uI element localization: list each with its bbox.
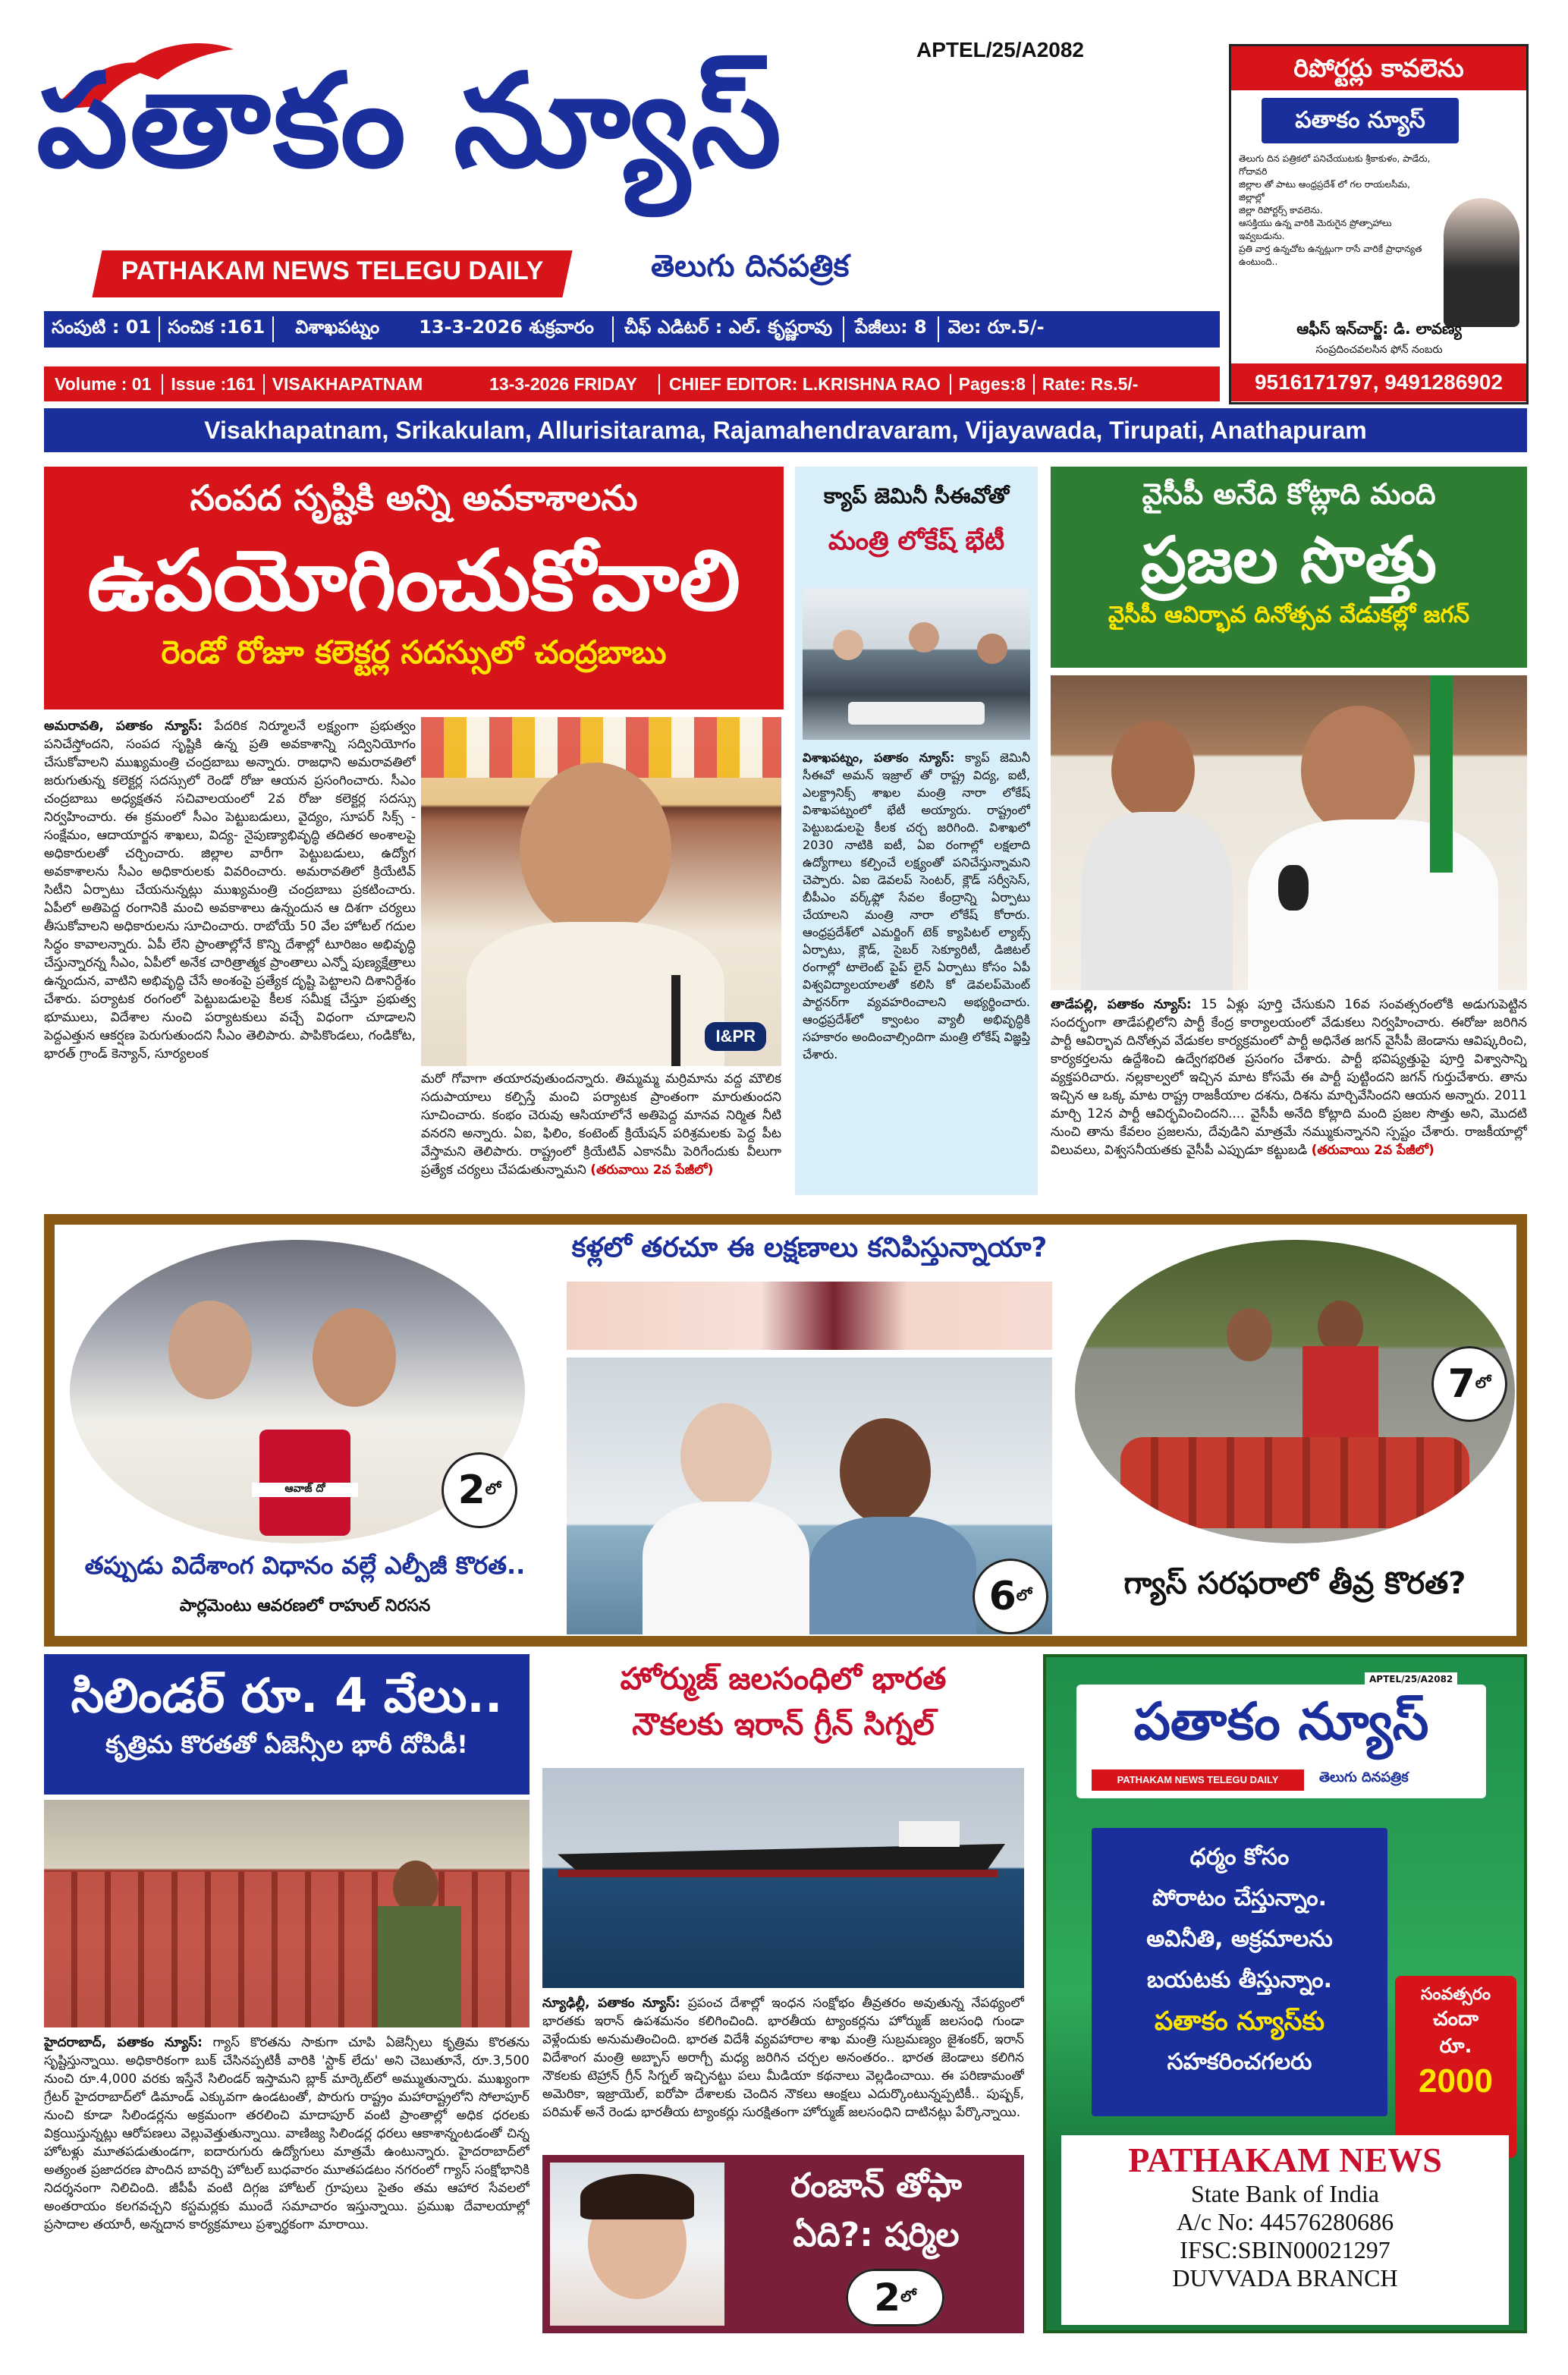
reporters-ad-title: రిపోర్టర్లు కావలెను — [1231, 46, 1526, 90]
bank-title: PATHAKAM NEWS — [1128, 2141, 1442, 2179]
promo-logo — [1076, 1685, 1486, 1798]
jagan-headline: ప్రజల సొత్తు — [1141, 523, 1437, 597]
jagan-subhead: వైసీపీ ఆవిర్భావ దినోత్సవ వేడుకల్లో జగన్ — [1108, 602, 1470, 628]
reporters-ad-line: జిల్లాల తో పాటు ఆంధ్రప్రదేశ్ లో గల రాయలసీమ, జిల్లాల్లో — [1239, 179, 1410, 203]
info-city-en: VISAKHAPATNAM — [272, 373, 423, 394]
lead-kicker: సంపద సృష్టికి అన్ని అవకాశాలను — [190, 477, 638, 518]
rahul-caption: తప్పుడు విదేశాంగ విధానం వల్లే ఎల్పీజీ కొరత.. — [84, 1551, 526, 1580]
issue-info-telugu — [44, 311, 1220, 348]
sharmila-line-1: రంజాన్ తోఫా — [790, 2166, 962, 2205]
promo-reg: APTEL/25/A2082 — [1365, 1672, 1457, 1686]
lead-body-text-2: మరో గోవాగా తయారవుతుందన్నారు. తిమ్మమ్మ మర్రిమాను వద్ద మౌలిక సదుపాయాలు కల్పిస్తే మంచి పర్యాటక ప్రాంతంగా మారుతుందని సూచించారు. కంభం చెరువు ఆసియాలోనే అతిపెద్ద మానవ నిర్మిత నీటి వనరని అన్నారు. ఏఐ, ఫిలిం, కంటెంట్ క్రియేషన్ పరిశ్రమలకు పెద్ద పీట వేస్తామని తెలిపారు. రాష్ట్రంలో క్రియేటివ్ ఎకానమీ పెరిగేందుకు వీలుగా ప్రత్యేక చర్యలు చేపడుతున్నామని — [421, 1071, 781, 1178]
page-2-badge: 2 లో — [441, 1452, 517, 1528]
promo-line: అవినీతి, అక్రమాలను — [1146, 1926, 1333, 1952]
lead-body-right — [421, 1070, 781, 1191]
sharmila-photo — [550, 2163, 724, 2326]
lead-dateline: అమరావతి, పతాకం న్యూస్: — [44, 719, 203, 734]
lead-subhead: రెండో రోజూ కలెక్టర్ల సదస్సులో చంద్రబాబు — [161, 634, 667, 671]
lokesh-headline: మంత్రి లోకేష్ భేటీ — [828, 526, 1005, 556]
cylinder-body — [44, 2034, 529, 2352]
masthead-title: పతాకం న్యూస్ — [36, 46, 784, 197]
info-pages: పేజీలు: 8 — [844, 316, 939, 342]
reporters-ad-line: ఆసక్తియు ఉన్న వారికి మెరుగైన ప్రోత్సాహాలు ఇవ్వబడును. — [1239, 218, 1392, 241]
lead-continued: (తరువాయి 2వ పేజీలో) — [590, 1162, 714, 1178]
tanker-ship-photo — [542, 1768, 1024, 1988]
sharmila-line-2: ఏది?: షర్మిల — [793, 2216, 960, 2254]
hormuz-headline-1: హోర్ముజ్ జలసంధిలో భారత — [620, 1662, 947, 1697]
page-6-badge: 6 లో — [973, 1559, 1048, 1634]
info-date-en: 13-3-2026 FRIDAY — [489, 373, 637, 394]
promo-logo-sub-en: PATHAKAM NEWS TELEGU DAILY — [1092, 1769, 1304, 1791]
info-city: విశాఖపట్నం — [295, 316, 380, 338]
reporters-ad-incharge: ఆఫీస్ ఇన్‌చార్జ్: డి. లావణ్య — [1296, 319, 1462, 338]
hormuz-story — [542, 1654, 1024, 2147]
subscription-badge: సంవత్సరం చందా రూ. 2000 — [1395, 1976, 1516, 2158]
subtitle-english: PATHAKAM NEWS TELEGU DAILY — [121, 256, 544, 285]
promo-line-highlight: పతాకం న్యూస్‌కు — [1155, 2006, 1324, 2037]
reporters-ad-phone: 9516171797, 9491286902 — [1231, 363, 1526, 401]
reporters-ad-avatar — [1444, 198, 1519, 327]
promo-line: సహకరించగలరు — [1167, 2049, 1312, 2075]
promo-message — [1092, 1828, 1387, 2116]
cylinder-headline: సిలిండర్ రూ. 4 వేలు.. — [71, 1668, 503, 1723]
issue-info-english — [44, 366, 1220, 401]
cylinder-dateline: హైదరాబాద్, పతాకం న్యూస్: — [44, 2035, 203, 2050]
hormuz-dateline: న్యూఢిల్లీ, పతాకం న్యూస్: — [542, 1996, 680, 2011]
cylinder-headline-block — [44, 1654, 529, 1795]
bank-branch: DUVVADA BRANCH — [1172, 2264, 1398, 2292]
jagan-body-text: 15 ఏళ్లు పూర్తి చేసుకుని 16వ సంవత్సరంలోకి అడుగుపెట్టిన సందర్భంగా తాడేపల్లిలోని పార్టీ కేంద్ర కార్యాలయంలో వేడుకలు నిర్వహించారు. ఈరోజు జరిగిన పార్టీ ఆవిర్భావ దినోత్సవ వేడుకల కార్యక్రమంలో పార్టీ అధినేత జగన్ వైసీపీ జెండాను ఆవిష్కరించి, కార్యకర్తలను ఉద్దేశించి ఉద్వేగభరిత ప్రసంగం చేశారు. పార్టీ భవిష్యత్తుపై పూర్తి విశ్వాసాన్ని వ్యక్తపరిచారు. నల్లకాల్వలో ఇచ్చిన మాట కోసమే ఈ పార్టీ పుట్టిందని జగన్ గుర్తుచేశారు. తాను ఇచ్చిన ఆ ఒక్క మాట రాష్ట్ర రాజకీయాల దశను, దిశను మార్చివేసిందని ఆయన అన్నారు. 2011 మార్చి 12న పార్టీ ఆవిర్భవించిందని.... వైసీపీ అనేది కోట్లాది మంది ప్రజల సొత్తు అని, మొదటి నుంచి తాను కేవలం ప్రజలను, దేవుడిని మాత్రమే నమ్ముకున్నానని స్పష్టం చేశారు. రాజకీయాల్లో విలువలు, విశ్వసనీయతకు వైసీపీ ఎప్పుడూ కట్టుబడి — [1051, 997, 1527, 1158]
lead-photo-tag: I&PR — [705, 1022, 766, 1051]
lokesh-body — [803, 749, 1030, 1189]
jagan-kicker: వైసీపీ అనేది కోట్లాది మంది — [1142, 477, 1436, 511]
bank-details — [1061, 2135, 1509, 2325]
cities-bar: Visakhapatnam, Srikakulam, Allurisitarama, Rajamahendravaram, Vijayawada, Tirupati, Anathapuram — [44, 408, 1527, 452]
subtitle-telugu: తెలుగు దినపత్రిక — [651, 249, 850, 284]
rahul-subcaption: పార్లమెంటు ఆవరణలో రాహుల్ నిరసన — [179, 1596, 431, 1615]
hormuz-body — [542, 1994, 1024, 2146]
info-issue-en: Issue :161 — [163, 374, 264, 395]
gas-caption: గ్యాస్ సరఫరాలో తీవ్ర కొరత? — [1123, 1566, 1466, 1601]
jagan-photo — [1051, 675, 1527, 990]
registration-number: APTEL/25/A2082 — [916, 38, 1084, 61]
lokesh-photo-meeting — [803, 588, 1030, 740]
cylinder-stack-photo — [44, 1800, 529, 2027]
page-7-badge: 7 లో — [1431, 1346, 1507, 1422]
lokesh-story — [795, 467, 1038, 1195]
reporters-ad-line: జిల్లా రిపోర్టర్స్ కావలెను. — [1239, 205, 1323, 215]
jagan-continued: (తరువాయి 2వ పేజీలో) — [1311, 1143, 1434, 1158]
sharmila-box — [542, 2155, 1024, 2333]
promo-logo-sub-te: తెలుగు దినపత్రిక — [1319, 1769, 1409, 1785]
cylinder-subhead: కృత్రిమ కొరతతో ఏజెన్సీల భారీ దోపిడీ! — [105, 1730, 468, 1759]
promo-line: ధర్మం కోసం — [1189, 1844, 1290, 1870]
masthead — [21, 23, 1220, 322]
reporters-ad-line: తెలుగు దిన పత్రికలో పనిచేయుటకు శ్రీకాకుళం, పాడేరు, గోదావరి — [1239, 153, 1431, 177]
jagan-body — [1051, 996, 1527, 1193]
promo-line: బయటకు తీస్తున్నాం. — [1147, 1967, 1332, 1993]
jagan-headline-block — [1051, 467, 1527, 668]
lead-photo-chandrababu — [421, 717, 781, 1066]
reporters-ad-logo: పతాకం న్యూస్ — [1262, 98, 1459, 143]
lead-body-text: పేదరిక నిర్మూలనే లక్ష్యంగా ప్రభుత్వం పనిచేస్తోందని, సంపద సృష్టికి ఉన్న ప్రతి అవకాశాన్ని సద్వినియోగం చేసుకోవాలని ముఖ్యమంత్రి చంద్రబాబు అన్నారు. రాజధాని అమరావతిలో జరుగుతున్న కలెక్టర్ల సదస్సులో రెండో రోజు ఆయన ప్రసంగించారు. సీఎం చంద్రబాబు అధ్యక్షతన సచివాలయంలో 2వ రోజు కలెక్టర్ల సదస్సు నిర్వహించారు. ఈ క్రమంలో సీఎం పెట్టుబడులు, వైద్యం, సూపర్ సిక్స్ - సంక్షేమం, ఆదాయార్జన శాఖలు, విద్య- నైపుణ్యాభివృద్ధి తదితర అంశాలపై అధికారులతో చర్చించారు. జిల్లాల వారీగా పెట్టుబడులు, ఉద్యోగ అవకాశాలను సీఎం అధికారులకు వివరించారు. అమరావతిలో క్రియేటివ్ సిటీని ఏర్పాటు చేయనున్నట్లు ముఖ్యమంత్రి చంద్రబాబు ప్రకటించారు. ఏపీలో అతిపెద్ద రంగానికి మంచి అవకాశాలు ఉన్నందున ఆ దిశగా చర్యలు తీసుకోవాలని అధికారులను సూచించారు. రాబోయే 50 వేల హోటల్ గదుల సిద్ధం కావాలన్నారు. ఏపీ లేని ప్రాంతాల్లోనే కొన్ని దేశాల్లో టూరిజం అభివృద్ధి చేస్తున్నారన్న సీఎం, ఏపీలో అనేక చారిత్రాత్మక ప్రాంతాలు ఎన్నో పుణ్యక్షేత్రాలు ఉన్నందున, వాటిని అభివృద్ధి చేసే అంశంపై ప్రత్యేక దృష్టి పెట్టాలని దిశానిర్దేశం చేశారు. పర్యాటక రంగంలో పెట్టుబడులపై కీలక సమీక్ష చేస్తూ ప్రభుత్వ భూములు, విదేశాల నుంచి పర్యాటకులు వచ్చే విధంగా చూడాలని పెద్దఎత్తున ఆకర్షణ పెరుగుతుందని సీఎం తెలిపారు. పాపికొండలు, గండికోట, భారత్ గ్రాండ్ కెన్యాన్, సూర్యలంక — [44, 719, 416, 1062]
eye-title: కళ్లలో తరచూ ఈ లక్షణాలు కనిపిస్తున్నాయా? — [571, 1232, 1048, 1263]
lead-body-left — [44, 717, 416, 1188]
eye-photo-closeup — [567, 1282, 1052, 1350]
info-rate-en: Rate: Rs.5/- — [1042, 373, 1139, 394]
bank-name: State Bank of India — [1191, 2180, 1379, 2207]
info-volume-en: Volume : 01 — [44, 374, 163, 395]
info-rate: వెల: రూ.5/- — [947, 316, 1045, 338]
lead-headline: ఉపయోగించుకోవాలి — [87, 532, 740, 629]
feature-strip — [44, 1214, 1527, 1647]
promo-logo-text: పతాకం న్యూస్ — [1133, 1692, 1429, 1752]
info-pages-en: Pages:8 — [951, 374, 1035, 395]
reporters-wanted-ad — [1229, 44, 1529, 404]
bank-account: A/c No: 44576280686 — [1176, 2208, 1394, 2235]
lokesh-kicker: క్యాప్ జెమినీ సీఈవోతో — [823, 483, 1010, 508]
protest-placard: ఆవాజ్ దో — [252, 1483, 358, 1497]
reporters-ad-contact-label: సంప్రదించవలసిన ఫోన్ నంబరు — [1315, 344, 1443, 356]
lead-headline-block — [44, 467, 784, 709]
reporters-ad-line: ప్రతి వార్త ఉన్నచోట ఉన్నట్లుగా రాసే వారికే ప్రాధాన్యత ఉంటుంది.. — [1239, 244, 1422, 267]
hormuz-body-text: ప్రపంచ దేశాల్లో ఇంధన సంక్షోభం తీవ్రతరం అవుతున్న నేపథ్యంలో భారతకు ఇరాన్ ఉపశమనం కలిగించింది. భారతీయ ట్యాంకర్లను హోర్ముజ్ జలసంధి గుండా వెళ్లేందుకు అనుమతించింది. భారత విదేశీ వ్యవహారాల శాఖ మంత్రి సుబ్రమణ్యం జైశంకర్, ఇరాన్ విదేశాంగ మంత్రి అబ్బాస్ అరాగ్చీ మధ్య జరిగిన చర్చల అనంతరం.. భారత జెండాలు కలిగిన నౌకలకు టెహ్రాన్ గ్రీన్ సిగ్నల్ ఇచ్చినట్టు పలు మీడియా కథనాలు వెల్లడించాయి. ఈ పరిణామంతో అమెరికా, ఇజ్రాయెల్, ఐరోపా దేశాలకు చెందిన నౌకలు ఆంక్షలు ఎదుర్కొంటున్నప్పటికీ.. పుష్పక్, పరిమళ్ అనే రెండు భారతీయ ట్యాంకర్లు సురక్షితంగా హోర్ముజ్ జలసంధిని దాటినట్లు పేర్కొన్నాయి. — [542, 1996, 1024, 2120]
info-editor-en: CHIEF EDITOR: L.KRISHNA RAO — [658, 374, 951, 395]
info-editor: చీఫ్ ఎడిటర్ : ఎల్. కృష్ణరావు — [612, 316, 844, 342]
lokesh-dateline: విశాఖపట్నం, పతాకం న్యూస్: — [803, 750, 955, 765]
info-volume: సంపుటి : 01 — [44, 316, 160, 342]
cylinder-body-text: గ్యాస్ కొరతను సాకుగా చూపి ఏజెన్సీలు కృత్రిమ కొరతను సృష్టిస్తున్నాయి. అధికారికంగా బుక్ చేసినప్పటికీ వారికి 'స్టాక్ లేదు' అని చెబుతూనే, రూ.3,500 నుంచి రూ.4,000 వరకు ఇస్తేనే సిలిండర్ ఇస్తామని బ్లాక్ మార్కెట్‌లో అమ్ముతున్నారు. ముఖ్యంగా గ్రేటర్ హైదరాబాద్‌లో డిమాండ్ ఎక్కువగా ఉండటంతో, పొరుగు రాష్ట్రం మహారాష్ట్రలోని సోలాపూర్ నుంచి కూడా సిలిండర్లను అక్రమంగా తరలించి మాదాపూర్ వంటి ప్రాంతాల్లో అధిక ధరలకు విక్రయిస్తున్నట్లు ఆరోపణలు వెల్లువెత్తుతున్నాయి. వాణిజ్య సిలిండర్ల ధరలు ఆకాశాన్నంటడంతో చిన్న హోటళ్లు మూతపడుతుండగా, ఐదారుగురు ఉద్యోగులు మాత్రమే ఉంటున్నారు. హైదరాబాద్‌లో అత్యంత ప్రజాదరణ పొందిన బావర్చి హోటల్ బుధవారం మూతపడటం నగరంలో గ్యాస్ సంక్షోభానికి నిదర్శనంగా నిలిచింది. జీపీపీ వంటి దిగ్గజ హోటల్ గ్రూపులు సైతం తమ ఆహార సేవలలో అంతరాయం కలగవచ్చని కస్టమర్లకు ముందే సమాచారం ఇస్తున్నాయి. ప్రముఖ దేవాలయాల్లో ప్రసాదాల తయారీ, అన్నదాన కార్యక్రమాలు ప్రశ్నార్థకంగా మారాయి. — [44, 2035, 529, 2232]
jagan-dateline: తాడేపల్లి, పతాకం న్యూస్: — [1051, 997, 1192, 1012]
subscription-ad — [1043, 1654, 1527, 2333]
lokesh-body-text: క్యాప్ జెమినీ సీఈవో అమన్ ఇజ్రాల్ తో రాష్ట్ర విద్య, ఐటీ, ఎలక్ట్రానిక్స్ శాఖల మంత్రి నారా లోకేష్ విశాఖపట్నంలో భేటీ అయ్యారు. రాష్ట్రంలో పెట్టుబడులపై కీలక చర్చ జరిగింది. విశాఖలో 2030 నాటికి ఐటీ, ఏఐ రంగాల్లో లక్షలాది ఉద్యోగాలు కల్పించే లక్ష్యంతో పనిచేస్తున్నామని చెప్పారు. ఏఐ డెవలప్ సెంటర్, క్లౌడ్ సర్వీసెస్, బీపీఎం వర్క్‌ఫ్లో సేవల కేంద్రాన్ని ఏర్పాటు చేయాలని మంత్రి నారా లోకేష్ కోరారు. ఆంధ్రప్రదేశ్‌లో ఎమర్జింగ్ టెక్ క్యాపిటల్ ల్యాబ్స్ ఏర్పాటు, క్లౌడ్, సైబర్ సెక్యూరిటీ, డిజిటల్ రంగాల్లో టాలెంట్ పైప్ లైన్ ఏర్పాటు కోసం ఏపీ విశ్వవిద్యాలయాలతో కలిసి కో డెవలప్‌మెంట్ పార్టనర్‌గా వ్యవహరించాలని అభ్యర్థించారు. ఆంధ్రప్రదేశ్‌లో క్వాంటం వ్యాలీ అభివృద్ధికి సహకారం అందించాల్సిందిగా మంత్రి లోకేష్ విజ్ఞప్తి చేశారు. — [803, 750, 1030, 1062]
info-date: 13-3-2026 శుక్రవారం — [419, 316, 594, 338]
promo-line: పోరాటం చేస్తున్నాం. — [1152, 1885, 1327, 1911]
bank-ifsc: IFSC:SBIN00021297 — [1180, 2236, 1390, 2263]
info-issue: సంచిక :161 — [160, 316, 274, 342]
hormuz-headline-2: నౌకలకు ఇరాన్ గ్రీన్ సిగ్నల్ — [632, 1707, 935, 1742]
sharmila-page-2-badge: 2 లో — [846, 2269, 944, 2326]
